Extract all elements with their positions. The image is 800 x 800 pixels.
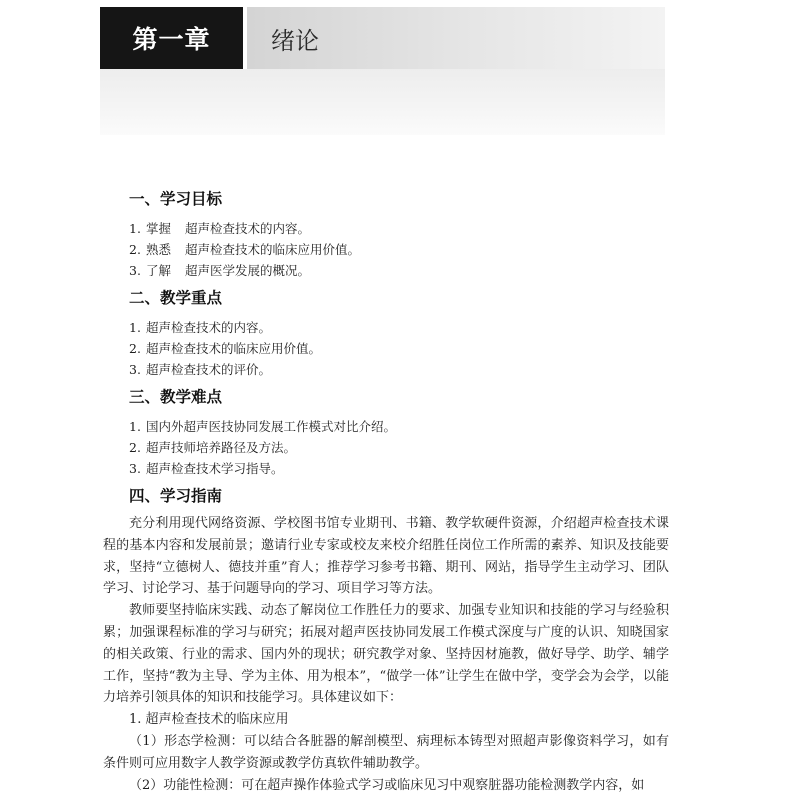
- item-text: 超声检查技术的评价。: [145, 362, 271, 377]
- focus-list: [103, 317, 669, 380]
- list-item: [129, 359, 669, 380]
- chapter-label: 第一章: [100, 7, 243, 69]
- item-number: 2.: [129, 242, 141, 257]
- item-number: 3.: [129, 461, 141, 476]
- section-learning-objectives: [103, 188, 669, 281]
- objective-list: [103, 218, 669, 281]
- body-paragraph: 教师要坚持临床实践、动态了解岗位工作胜任力的要求、加强专业知识和技能的学习与经验积累；加强课程标准的学习与研究；拓展对超声医技协同发展工作模式深度与广度的认识、知晓国家的相关政策、行业的需求、国内外的现状；研究教学对象、坚持因材施教，做好导学、助学、辅学工作，坚持“教为主导、学为主体、用为根本”，“做学一体”让学生在做中学，变学会为会学，以能力培养引领具体的知识和技能学习。具体建议如下：: [103, 603, 669, 706]
- item-number: 3.: [129, 362, 141, 377]
- subsection-heading: 1. 超声检查技术的临床应用: [129, 712, 289, 728]
- sub-item-paragraph: （1）形态学检测：可以结合各脏器的解剖模型、病理标本铸型对照超声影像资料学习，如有条件则可应用数字人教学资源或教学仿真软件辅助教学。: [103, 733, 669, 771]
- item-number: 1.: [129, 221, 141, 236]
- item-number: 2.: [129, 341, 141, 356]
- item-number: 2.: [129, 440, 141, 455]
- item-text: 超声检查技术的临床应用价值。: [145, 341, 321, 356]
- item-text: 超声检查技术的内容。: [145, 320, 271, 335]
- section-learning-guide: [103, 485, 669, 796]
- item-number: 1.: [129, 320, 141, 335]
- section-heading: 一、学习目标: [129, 190, 223, 208]
- list-item: [129, 260, 669, 281]
- section-teaching-focus: [103, 287, 669, 380]
- list-item: [129, 218, 669, 239]
- chapter-banner-shade: [100, 69, 665, 135]
- chapter-title: 绪论: [271, 26, 319, 55]
- item-text: 超声医学发展的概况。: [184, 263, 310, 278]
- list-item: [129, 437, 669, 458]
- item-text: 国内外超声医技协同发展工作模式对比介绍。: [145, 419, 396, 434]
- item-term: 了解: [145, 263, 171, 278]
- item-text: 超声技师培养路径及方法。: [145, 440, 296, 455]
- item-text: 超声检查技术的内容。: [184, 221, 310, 236]
- section-heading: 四、学习指南: [129, 487, 223, 505]
- body-paragraph: 充分利用现代网络资源、学校图书馆专业期刊、书籍、教学软硬件资源，介绍超声检查技术课程的基本内容和发展前景；邀请行业专家或校友来校介绍胜任岗位工作所需的素养、知识及技能要求，坚持“立德树人、德技并重”育人；推荐学习参考书籍、期刊、网站，指导学生主动学习、团队学习、讨论学习、基于问题导向的学习、项目学习等方法。: [103, 516, 669, 597]
- chapter-title-box: [247, 7, 665, 69]
- section-heading: 三、教学难点: [129, 388, 223, 406]
- item-number: 3.: [129, 263, 141, 278]
- page-body: [103, 188, 669, 796]
- list-item: [129, 338, 669, 359]
- item-term: 掌握: [145, 221, 171, 236]
- difficulty-list: [103, 416, 669, 479]
- list-item: [129, 239, 669, 260]
- item-text: 超声检查技术学习指导。: [145, 461, 284, 476]
- list-item: [129, 317, 669, 338]
- item-number: 1.: [129, 419, 141, 434]
- item-text: 超声检查技术的临床应用价值。: [184, 242, 360, 257]
- section-heading: 二、教学重点: [129, 289, 223, 307]
- list-item: [129, 416, 669, 437]
- sub-item-paragraph: （2）功能性检测：可在超声操作体验式学习或临床见习中观察脏器功能检测教学内容，如: [129, 777, 645, 793]
- item-term: 熟悉: [145, 242, 171, 257]
- list-item: [129, 458, 669, 479]
- section-teaching-difficulties: [103, 386, 669, 479]
- chapter-header: [100, 7, 665, 69]
